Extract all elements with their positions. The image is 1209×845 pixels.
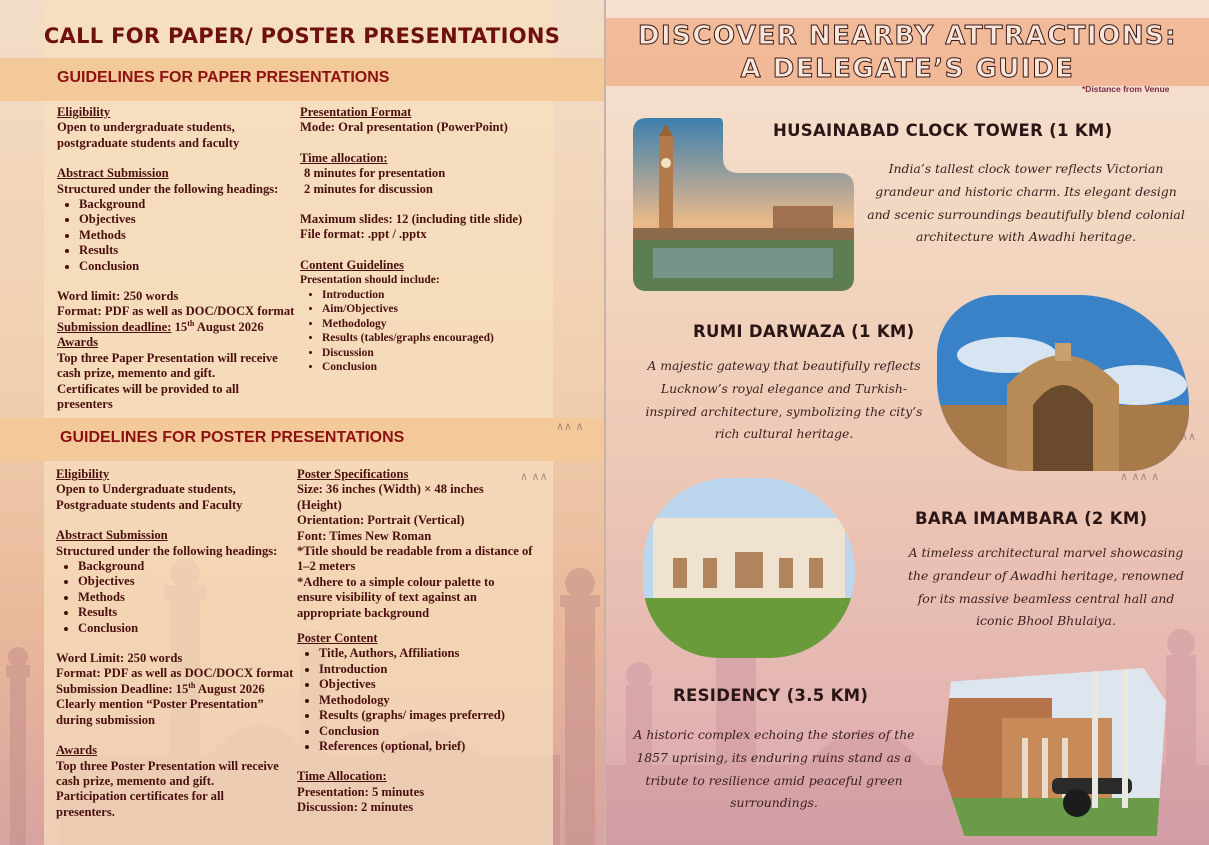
- desc-line: A historic complex echoing the stories of the: [633, 727, 915, 742]
- attraction-desc-residency: [620, 724, 928, 815]
- poster-abstract-heading: Abstract Submission: [56, 528, 168, 543]
- desc-line: architecture with Awadhi heritage.: [915, 229, 1137, 245]
- poster-col-left: [56, 467, 296, 820]
- paper-file-format: File format: .ppt / .pptx: [300, 227, 427, 242]
- poster-col-right: [297, 467, 549, 816]
- paper-deadline-sup: th: [187, 318, 195, 328]
- poster-note1-2: 1–2 meters: [297, 559, 356, 574]
- paper-abstract-intro: Structured under the following headings:: [57, 181, 279, 196]
- attraction-desc-clock-tower: [862, 158, 1190, 249]
- list-item: • Objectives: [78, 574, 296, 589]
- paper-deadline: [57, 320, 297, 335]
- desc-line: Lucknow’s royal elegance and Turkish-: [660, 380, 908, 396]
- poster-mention-1: Clearly mention “Poster Presentation”: [56, 697, 264, 712]
- paper-format-heading: Presentation Format: [300, 105, 412, 119]
- desc-line: grandeur and historic charm. Its elegant design: [875, 183, 1177, 199]
- poster-time-1: Presentation: 5 minutes: [297, 784, 425, 799]
- list-item: • Objectives: [319, 677, 549, 692]
- guide-title-line2: A DELEGATE’S GUIDE: [740, 54, 1075, 84]
- paper-awards-2: cash prize, memento and gift.: [57, 366, 216, 381]
- poster-deadline-rest: August 2026: [197, 681, 265, 696]
- poster-awards-heading: Awards: [56, 743, 98, 758]
- desc-line: iconic Bhool Bhulaiya.: [976, 613, 1116, 629]
- list-item: • Methodology: [319, 693, 549, 708]
- paper-deadline-rest: August 2026: [196, 319, 264, 334]
- attraction-desc-rumi-darwaza: [625, 355, 943, 446]
- desc-line: inspired architecture, symbolizing the city’s: [645, 403, 923, 419]
- list-item: • Conclusion: [78, 621, 296, 636]
- paper-eligibility-2: postgraduate students and faculty: [57, 135, 240, 150]
- desc-line: A majestic gateway that beautifully reflects: [647, 358, 921, 373]
- list-item: • Introduction: [319, 662, 549, 677]
- paper-awards-heading: Awards: [57, 335, 99, 350]
- poster-eligibility-1: Open to Undergraduate students,: [56, 482, 236, 497]
- poster-awards-4: presenters.: [56, 804, 115, 819]
- rumi-darwaza-photo: [937, 295, 1189, 471]
- birds-icon: ∧ ∧∧: [520, 470, 548, 483]
- attraction-name-bara-imambara: BARA IMAMBARA (2 KM): [915, 509, 1148, 528]
- poster-word-limit: Word Limit: 250 words: [56, 651, 183, 666]
- paper-awards-4: presenters: [57, 396, 113, 411]
- list-item: • Methods: [78, 590, 296, 605]
- poster-time-2: Discussion: 2 minutes: [297, 800, 414, 815]
- poster-band: [0, 418, 604, 461]
- poster-awards-3: Participation certificates for all: [56, 789, 224, 804]
- poster-content-heading: Poster Content: [297, 631, 378, 646]
- guide-title-line1: DISCOVER NEARBY ATTRACTIONS:: [637, 21, 1178, 51]
- birds-icon: ∧ ∧∧ ∧: [1120, 470, 1160, 483]
- desc-line: rich cultural heritage.: [714, 426, 854, 442]
- list-item: • Title, Authors, Affiliations: [319, 646, 549, 661]
- paper-time-2: 2 minutes for discussion: [304, 181, 433, 196]
- poster-font: Font: Times New Roman: [297, 528, 432, 543]
- list-item: • Methods: [79, 228, 297, 243]
- list-item: • References (optional, brief): [319, 739, 549, 754]
- list-item: • Background: [79, 197, 297, 212]
- paper-eligibility-1: Open to undergraduate students,: [57, 120, 235, 135]
- attraction-name-clock-tower: HUSAINABAD CLOCK TOWER (1 KM): [773, 121, 1113, 140]
- poster-note2-1: *Adhere to a simple colour palette to: [297, 574, 495, 589]
- poster-time-heading: Time Allocation:: [297, 769, 387, 784]
- distance-note: *Distance from Venue: [1082, 84, 1170, 94]
- list-item: • Methodology: [322, 317, 550, 332]
- list-item: • Conclusion: [322, 360, 550, 375]
- poster-eligibility-2: Postgraduate students and Faculty: [56, 497, 243, 512]
- paper-mode: Mode: Oral presentation (PowerPoint): [300, 120, 508, 135]
- paper-awards-3: Certificates will be provided to all: [57, 381, 240, 396]
- desc-line: and scenic surroundings beautifully blend colonial: [867, 206, 1185, 222]
- poster-note1-1: *Title should be readable from a distance of: [297, 544, 533, 559]
- paper-heading: GUIDELINES FOR PAPER PRESENTATIONS: [57, 69, 390, 86]
- desc-line: A timeless architectural marvel showcasing: [908, 545, 1184, 560]
- attraction-name-rumi-darwaza: RUMI DARWAZA (1 KM): [693, 322, 915, 341]
- paper-slides: Maximum slides: 12 (including title slide): [300, 212, 523, 227]
- paper-col-left: [57, 105, 297, 412]
- desc-line: for its massive beamless central hall and: [917, 590, 1175, 606]
- list-item: • Introduction: [322, 288, 550, 303]
- guide-title: [606, 20, 1209, 86]
- list-item: • Aim/Objectives: [322, 302, 550, 317]
- poster-note2-2: ensure visibility of text against an: [297, 590, 477, 605]
- poster-deadline-sup: th: [188, 680, 196, 690]
- poster-deadline-label: Submission Deadline: 15: [56, 681, 189, 696]
- paper-word-limit: Word limit: 250 words: [57, 289, 179, 304]
- poster-awards-2: cash prize, memento and gift.: [56, 773, 215, 788]
- paper-time-1: 8 minutes for presentation: [304, 166, 446, 181]
- poster-mention-2: during submission: [56, 712, 156, 727]
- paper-deadline-label: Submission deadline:: [57, 319, 172, 334]
- desc-line: the grandeur of Awadhi heritage, renowned: [908, 567, 1184, 583]
- call-title: CALL FOR PAPER/ POSTER PRESENTATIONS: [43, 24, 561, 48]
- paper-content-heading: Content Guidelines: [300, 257, 404, 272]
- poster-orientation: Orientation: Portrait (Vertical): [297, 513, 465, 528]
- poster-size-1: Size: 36 inches (Width) × 48 inches: [297, 482, 484, 497]
- poster-format: Format: PDF as well as DOC/DOCX format: [56, 666, 294, 681]
- desc-line: India’s tallest clock tower reflects Victorian: [888, 161, 1164, 176]
- desc-line: tribute to resilience amid peaceful green: [645, 772, 903, 788]
- poster-heading: GUIDELINES FOR POSTER PRESENTATIONS: [60, 429, 405, 446]
- list-item: • Results: [79, 243, 297, 258]
- paper-awards-1: Top three Paper Presentation will receive: [57, 350, 278, 365]
- poster-size-2: (Height): [297, 497, 342, 512]
- poster-abstract-intro: Structured under the following headings:: [56, 543, 278, 558]
- paper-format: Format: PDF as well as DOC/DOCX format: [57, 304, 295, 319]
- poster-deadline: [56, 682, 296, 697]
- paper-eligibility-heading: Eligibility: [57, 105, 111, 119]
- poster-eligibility-heading: Eligibility: [56, 467, 110, 481]
- desc-line: surroundings.: [730, 795, 818, 811]
- poster-note2-3: appropriate background: [297, 605, 430, 620]
- paper-band: [0, 58, 604, 101]
- paper-deadline-day: 15: [174, 319, 188, 334]
- poster-awards-1: Top three Poster Presentation will receive: [56, 758, 279, 773]
- birds-icon: ∧∧ ∧: [556, 420, 584, 433]
- list-item: • Conclusion: [79, 259, 297, 274]
- paper-abstract-heading: Abstract Submission: [57, 166, 169, 181]
- list-item: • Objectives: [79, 212, 297, 227]
- desc-line: 1857 uprising, its enduring ruins stand as a: [636, 749, 912, 765]
- list-item: • Conclusion: [319, 724, 549, 739]
- residency-photo: [942, 668, 1166, 836]
- attraction-name-residency: RESIDENCY (3.5 KM): [673, 686, 869, 705]
- list-item: • Results: [78, 605, 296, 620]
- list-item: • Results (graphs/ images preferred): [319, 708, 549, 723]
- list-item: • Background: [78, 559, 296, 574]
- poster-spec-heading: Poster Specifications: [297, 467, 409, 481]
- bara-imambara-photo: [643, 478, 855, 658]
- paper-content-intro: Presentation should include:: [300, 274, 440, 287]
- list-item: • Discussion: [322, 346, 550, 361]
- attraction-desc-bara-imambara: [900, 542, 1192, 633]
- paper-time-heading: Time allocation:: [300, 150, 388, 165]
- list-item: • Results (tables/graphs encouraged): [322, 331, 550, 346]
- birds-icon: ∧∧: [1180, 430, 1197, 443]
- paper-col-right: [300, 105, 550, 375]
